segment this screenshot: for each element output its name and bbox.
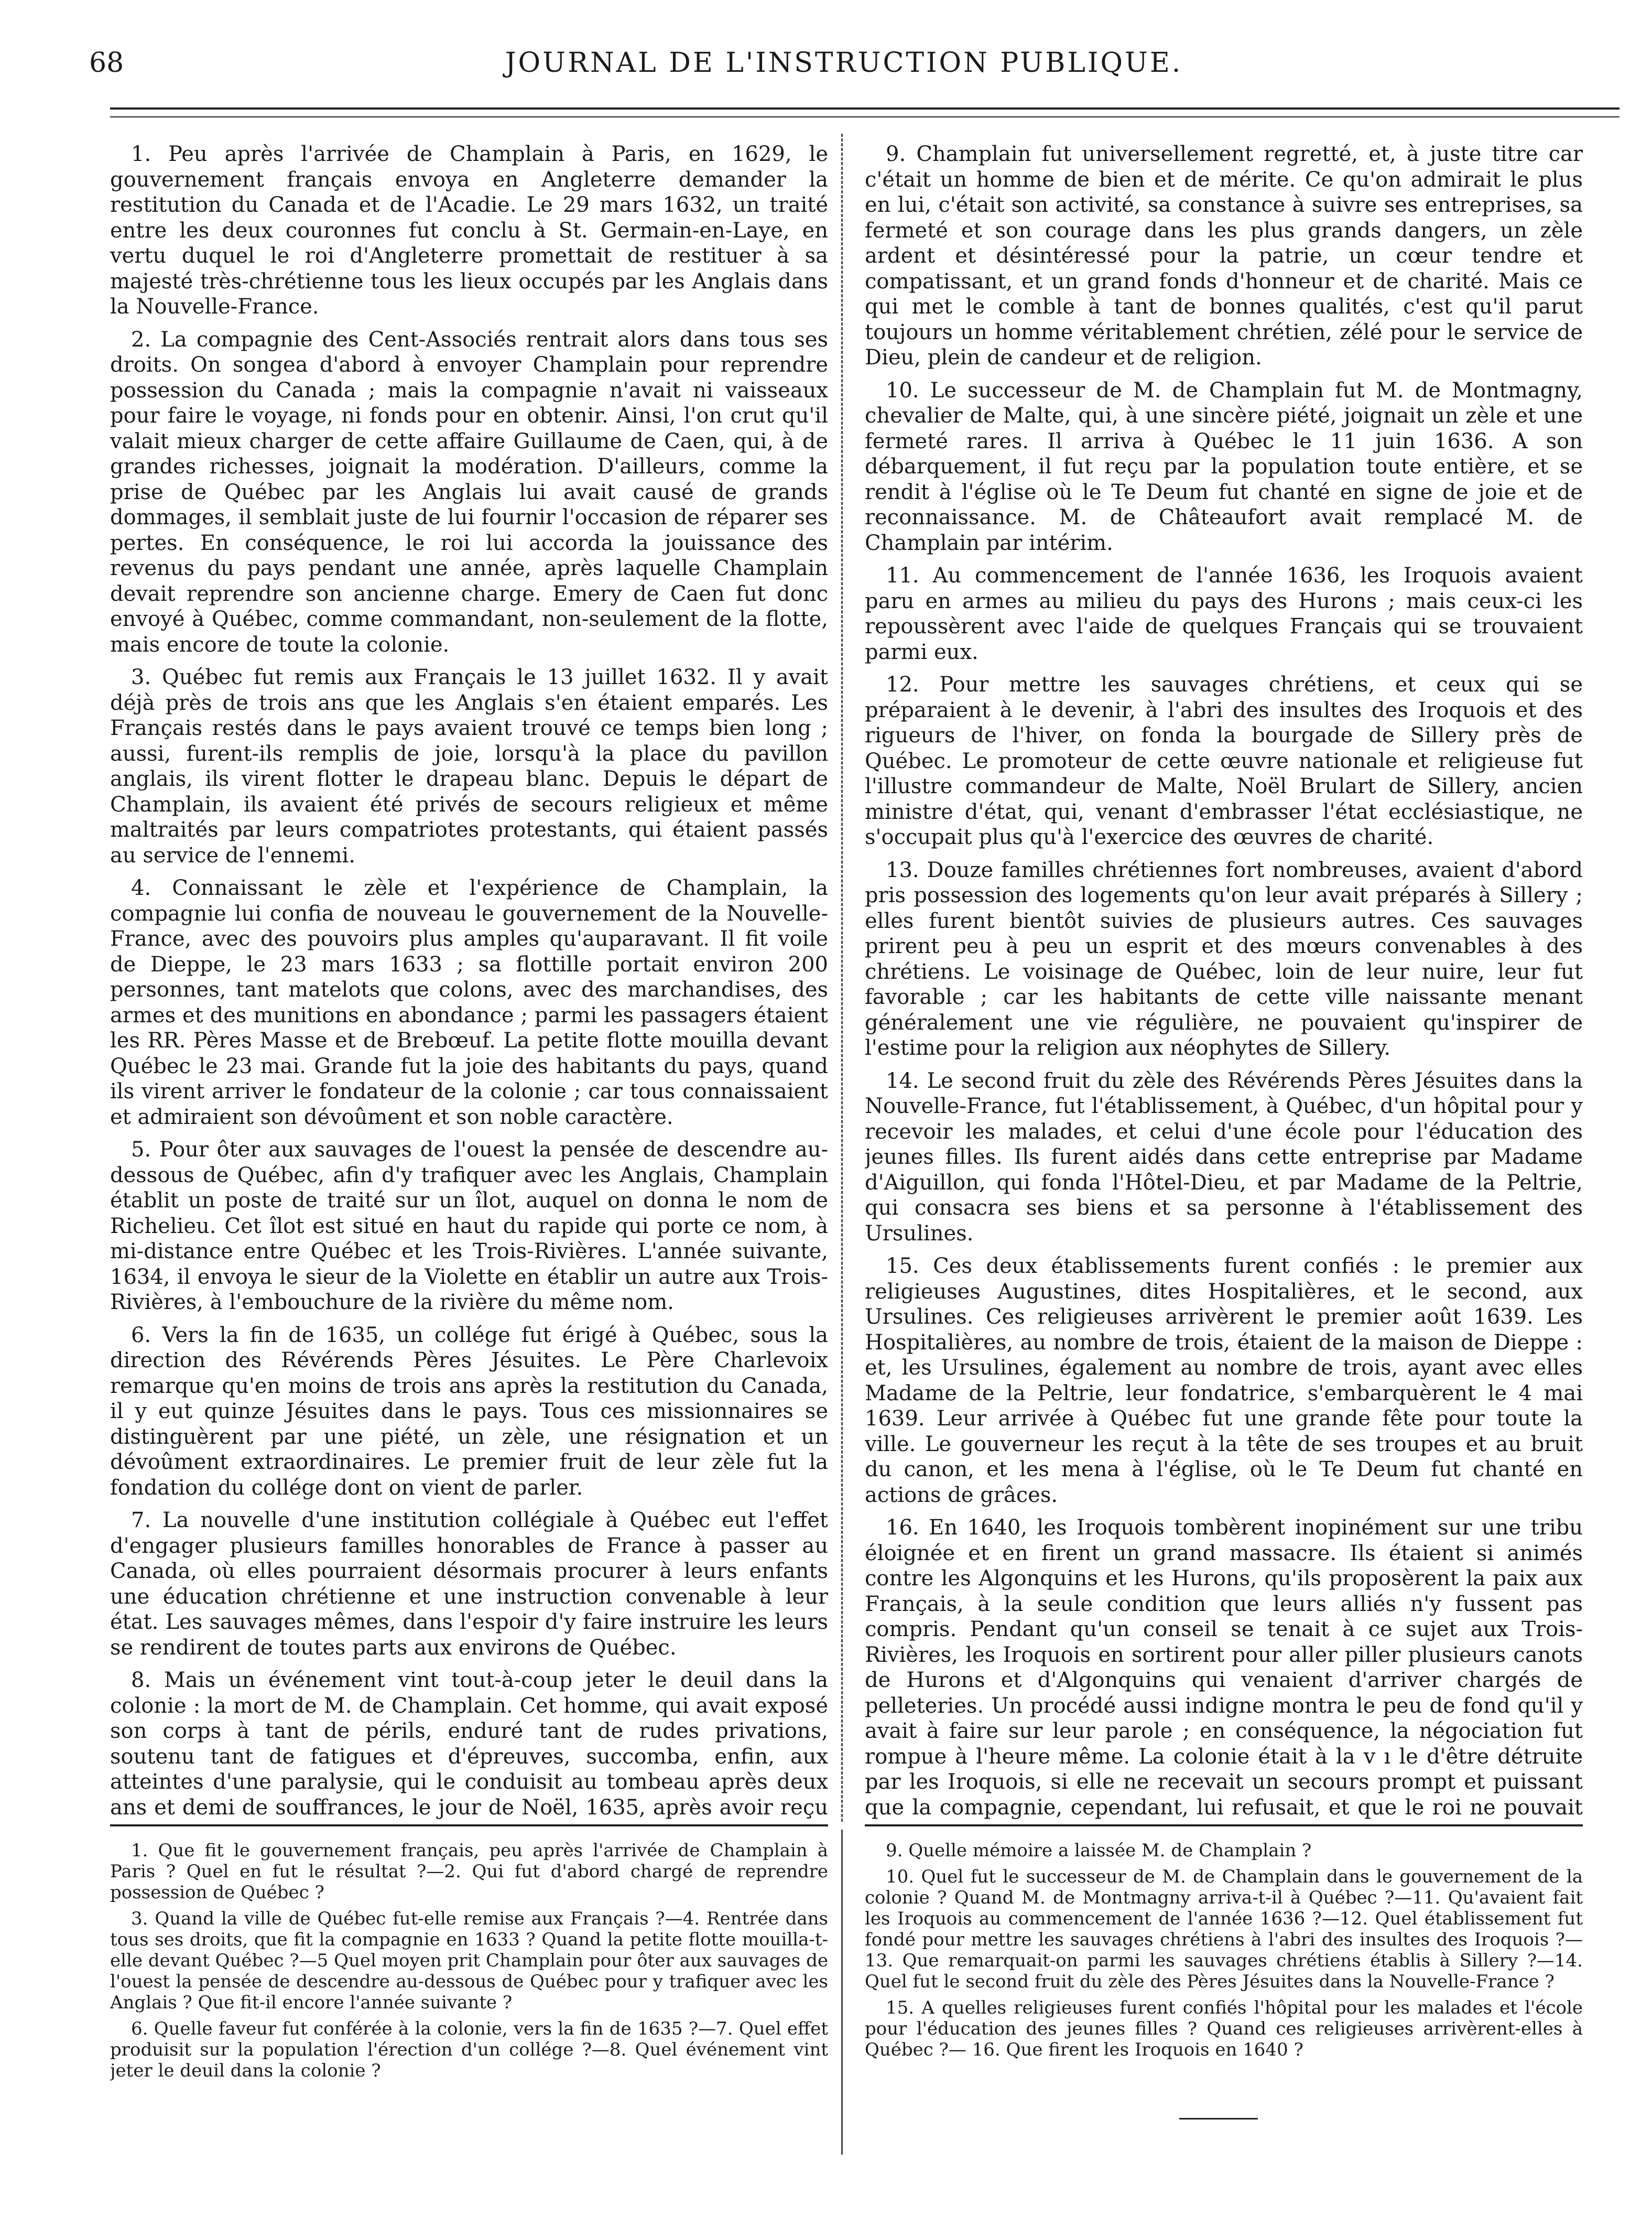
paragraph: 1. Peu après l'arrivée de Champlain à Paris, en 1629, le gouvernement français envoya en Angleterre demander la restitution du Canada et de l'Acadie. Le 29 mars 1632, un traité entre les deux couronnes fut conclu à St. Germain-en-Laye, en vertu duquel le roi d'Angleterre promettait de restituer à sa majesté très-chrétienne tous les lieux occupés par les Anglais dans la Nouvelle-France. — [110, 142, 828, 319]
paragraph: 2. La compagnie des Cent-Associés rentrait alors dans tous ses droits. On songea d'abord à envoyer Champlain pour reprendre possession du Canada ; mais la compagnie n'avait ni vaisseaux pour faire le voyage, ni fonds pour en obtenir. Ainsi, l'on crut qu'il valait mieux charger de cette affaire Guillaume de Caen, qui, à de grandes richesses, joignait la modération. D'ailleurs, comme la prise de Québec par les Anglais lui avait causé de grands dommages, il semblait juste de lui fournir l'occasion de réparer ses pertes. En conséquence, le roi lui accorda la jouissance des revenus du pays pendant une année, après laquelle Champlain devait reprendre son ancienne charge. Emery de Caen fut donc envoyé à Québec, comme commandant, non-seulement de la flotte, mais encore de toute la colonie. — [110, 327, 828, 657]
paragraph: 5. Pour ôter aux sauvages de l'ouest la pensée de descendre au-dessous de Québec, afin d'y trafiquer avec les Anglais, Champlain établit un poste de traité sur un îlot, auquel on donna le nom de Richelieu. Cet îlot est situé en haut du rapide qui porte ce nom, à mi-distance entre Québec et les Trois-Rivières. L'année suivante, 1634, il envoya le sieur de la Violette en établir un autre aux Trois-Rivières, à l'embouchure de la rivière du même nom. — [110, 1138, 828, 1314]
right-column — [865, 142, 1583, 1819]
paragraph: 16. En 1640, les Iroquois tombèrent inopinément sur une tribu éloignée et en firent un grand massacre. Ils étaient si animés contre les Algonquins et les Hurons, qu'ils proposèrent la paix aux Français, à la seule condition que leurs alliés n'y fussent pas compris. Pendant qu'un conseil se tenait à ce sujet aux Trois-Rivières, les Iroquois en sortirent pour aller piller plusieurs canots de Hurons et d'Algonquins qui venaient d'arriver chargés de pelleteries. Un procédé aussi indigne montra le peu de fond qu'il y avait à faire sur leur parole ; en conséquence, la négociation fut rompue à l'heure même. La colonie était à la v ı le d'être détruite par les Iroquois, si elle ne recevait un secours prompt et puissant que la compagnie, cependant, lui refusait, et que le roi ne pouvait — [865, 1516, 1583, 1819]
running-title: JOURNAL DE L'INSTRUCTION PUBLIQUE. — [505, 47, 1183, 79]
question-block: 3. Quand la ville de Québec fut-elle remise aux Français ?—4. Rentrée dans tous ses droits, que fit la compagnie en 1633 ? Quand la petite flotte mouilla-t-elle devant Québec ?—5 Quel moyen prit Champlain pour ôter aux sauvages de l'ouest la pensée de descendre au-dessous de Québec pour y trafiquer avec les Anglais ? Que fit-il encore l'année suivante ? — [110, 1908, 828, 2013]
paragraph: 13. Douze familles chrétiennes fort nombreuses, avaient d'abord pris possession des logements qu'on leur avait préparés à Sillery ; elles furent bientôt suivies de plusieurs autres. Ces sauvages prirent peu à peu un esprit et des mœurs convenables à des chrétiens. Le voisinage de Québec, loin de leur nuire, leur fut favorable ; car les habitants de cette ville naissante menant généralement une vie régulière, ne pouvaient qu'inspirer de l'estime pour la religion aux néophytes de Sillery. — [865, 858, 1583, 1060]
paragraph: 4. Connaissant le zèle et l'expérience de Champlain, la compagnie lui confia de nouveau le gouvernement de la Nouvelle-France, avec des pouvoirs plus amples qu'auparavant. Il fit voile de Dieppe, le 23 mars 1633 ; sa flottille portait environ 200 personnes, tant matelots que colons, avec des marchandises, des armes et des munitions en abondance ; parmi les passagers étaient les RR. Pères Masse et de Brebœuf. La petite flotte mouilla devant Québec le 23 mai. Grande fut la joie des habitants du pays, quand ils virent arriver le fondateur de la colonie ; car tous connaissaient et admiraient son dévoûment et son noble caractère. — [110, 876, 828, 1129]
column-divider — [841, 134, 843, 1822]
question-block: 1. Que fit le gouvernement français, peu après l'arrivée de Champlain à Paris ? Quel en fut le résultat ?—2. Qui fut d'abord chargé de reprendre possession de Québec ? — [110, 1840, 828, 1903]
paragraph: 7. La nouvelle d'une institution collégiale à Québec eut l'effet d'engager plusieurs familles honorables de France à passer au Canada, où elles pourraient désormais procurer à leurs enfants une éducation chrétienne et une instruction convenable à leur état. Les sauvages mêmes, dans l'espoir d'y faire instruire les leurs se rendirent de toutes parts aux environs de Québec. — [110, 1508, 828, 1660]
paragraph: 14. Le second fruit du zèle des Révérends Pères Jésuites dans la Nouvelle-France, fut l'établissement, à Québec, d'un hôpital pour y recevoir les malades, et celui d'une école pour l'éducation des jeunes filles. Ils furent aidés dans cette entreprise par Madame d'Aiguillon, qui fonda l'Hôtel-Dieu, et par Madame de la Peltrie, qui consacra ses biens et sa personne à l'établissement des Ursulines. — [865, 1068, 1583, 1246]
header-rule — [110, 107, 1620, 110]
paragraph: 9. Champlain fut universellement regretté, et, à juste titre car c'était un homme de bien et de mérite. Ce qu'on admirait le plus en lui, c'était son activité, sa constance à suivre ses entreprises, sa fermeté et son courage dans les plus grands dangers, un zèle ardent et désintéressé pour la patrie, un cœur tendre et compatissant, et un grand fonds d'honneur et de charité. Mais ce qui met le comble à tant de bonnes qualités, c'est qu'il parut toujours un homme véritablement chrétien, zélé pour le service de Dieu, plein de candeur et de religion. — [865, 142, 1583, 370]
questions-divider — [841, 1830, 843, 2155]
question-block: 15. A quelles religieuses furent confiés l'hôpital pour les malades et l'école pour l'éducation des jeunes filles ? Quand ces religieuses arrivèrent-elles à Québec ?— 16. Que firent les Iroquois en 1640 ? — [865, 1997, 1583, 2060]
paragraph: 15. Ces deux établissements furent confiés : le premier aux religieuses Augustines, dites Hospitalières, et le second, aux Ursulines. Ces religieuses arrivèrent le premier août 1639. Les Hospitalières, au nombre de trois, étaient de la maison de Dieppe : et, les Ursulines, également au nombre de trois, ayant avec elles Madame de la Peltrie, leur fondatrice, s'embarquèrent le 4 mai 1639. Leur arrivée à Québec fut une grande fête pour toute la ville. Le gouverneur les reçut à la tête de ses troupes et au bruit du canon, et les mena à l'église, où le Te Deum fut chanté en actions de grâces. — [865, 1254, 1583, 1507]
questions-rule — [865, 1824, 1583, 1826]
paragraph: 10. Le successeur de M. de Champlain fut M. de Montmagny, chevalier de Malte, qui, à une sincère piété, joignait un zèle et une fermeté rares. Il arriva à Québec le 11 juin 1636. A son débarquement, il fut reçu par la population toute entière, et se rendit à l'église où le Te Deum fut chanté en signe de joie et de reconnaissance. M. de Châteaufort avait remplacé M. de Champlain par intérim. — [865, 378, 1583, 555]
paragraph: 3. Québec fut remis aux Français le 13 juillet 1632. Il y avait déjà près de trois ans que les Anglais s'en étaient emparés. Les Français restés dans le pays avaient trouvé ce temps bien long ; aussi, furent-ils remplis de joie, lorsqu'à la place du pavillon anglais, ils virent flotter le drapeau blanc. Depuis le départ de Champlain, ils avaient été privés de secours religieux et même maltraités par leurs compatriotes protestants, qui étaient passés au service de l'ennemi. — [110, 665, 828, 868]
paragraph: 12. Pour mettre les sauvages chrétiens, et ceux qui se préparaient à le devenir, à l'abri des insultes des Iroquois et des rigueurs de l'hiver, on fonda la bourgade de Sillery près de Québec. Le promoteur de cette œuvre nationale et religieuse fut l'illustre commandeur de Malte, Noël Brulart de Sillery, ancien ministre d'état, qui, venant d'embrasser l'état ecclésiastique, ne s'occupait plus qu'à l'exercice des œuvres de charité. — [865, 673, 1583, 849]
questions-rule — [110, 1824, 828, 1826]
questions-right — [865, 1840, 1583, 2155]
header-rule-thin — [110, 116, 1620, 117]
page-header — [89, 37, 1599, 94]
questions-left — [110, 1840, 828, 2155]
paragraph: 6. Vers la fin de 1635, un collége fut érigé à Québec, sous la direction des Révérends Pères Jésuites. Le Père Charlevoix remarque qu'en moins de trois ans après la restitution du Canada, il y eut quinze Jésuites dans le pays. Tous ces missionnaires se distinguèrent par une piété, un zèle, une résignation et un dévoûment extraordinaires. Le premier fruit de leur zèle fut la fondation du collége dont on vient de parler. — [110, 1323, 828, 1500]
paragraph: 11. Au commencement de l'année 1636, les Iroquois avaient paru en armes au milieu du pays des Hurons ; mais ceux-ci les repoussèrent avec l'aide de quelques Français qui se trouvaient parmi eux. — [865, 564, 1583, 664]
question-block: 10. Quel fut le successeur de M. de Champlain dans le gouvernement de la colonie ? Quand M. de Montmagny arriva-t-il à Québec ?—11. Qu'avaient fait les Iroquois au commencement de l'année 1636 ?—12. Quel établissement fut fondé pour mettre les sauvages chrétiens à l'abri des insultes des Iroquois ?—13. Que remarquait-on parmi les sauvages chrétiens établis à Sillery ?—14. Quel fut le second fruit du zèle des Pères Jésuites dans la Nouvelle-France ? — [865, 1866, 1583, 1992]
end-rule — [1179, 2118, 1258, 2119]
page-number: 68 — [89, 47, 124, 79]
left-column — [110, 142, 828, 1819]
paragraph: 8. Mais un événement vint tout-à-coup jeter le deuil dans la colonie : la mort de M. de Champlain. Cet homme, qui avait exposé son corps à tant de périls, enduré tant de rudes privations, soutenu tant de fatigues et d'épreuves, succomba, enfin, aux atteintes d'une paralysie, qui le conduisit au tombeau après deux ans et demi de souffrances, le jour de Noël, 1635, après avoir reçu — [110, 1668, 828, 1819]
question-block: 6. Quelle faveur fut conférée à la colonie, vers la fin de 1635 ?—7. Quel effet produisit sur la population l'érection d'un collége ?—8. Quel événement vint jeter le deuil dans la colonie ? — [110, 2018, 828, 2081]
question-block: 9. Quelle mémoire a laissée M. de Champlain ? — [886, 1840, 1312, 1861]
